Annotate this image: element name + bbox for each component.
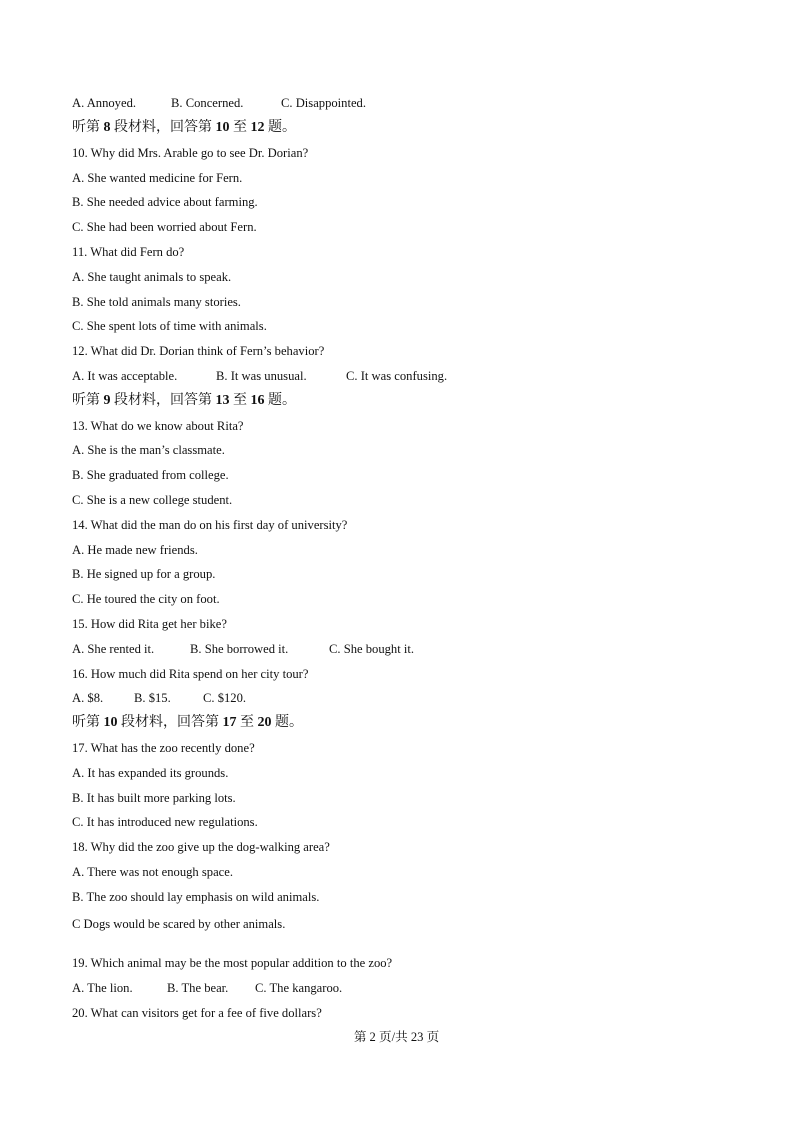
heading-number: 16: [247, 393, 268, 408]
text-line: A. There was not enough space.: [72, 865, 233, 879]
text-line: 14. What did the man do on his first day of university?: [72, 518, 348, 532]
text-line: B. The zoo should lay emphasis on wild animals.: [72, 890, 320, 904]
answer-option: C. It was confusing.: [346, 369, 448, 383]
page-footer: 第 2 页/共 23 页: [353, 1030, 440, 1044]
answer-option: B. $15.: [134, 691, 171, 705]
heading-text: 段材料，回答第: [114, 120, 212, 135]
text-line: A. She taught animals to speak.: [72, 270, 232, 284]
answer-option: A. $8.: [72, 691, 104, 705]
text-line: 11. What did Fern do?: [72, 245, 185, 259]
text-line: B. She graduated from college.: [72, 468, 229, 482]
text-line: B. She told animals many stories.: [72, 295, 241, 309]
answer-option: A. She rented it.: [72, 642, 155, 656]
text-line: 13. What do we know about Rita?: [72, 419, 244, 433]
heading-text: 段材料，回答第: [121, 715, 219, 730]
text-line: C Dogs would be scared by other animals.: [72, 917, 286, 931]
answer-option: C. $120.: [203, 691, 247, 705]
answer-option: C. Disappointed.: [281, 96, 367, 110]
text-line: 15. How did Rita get her bike?: [72, 617, 227, 631]
answer-option: B. She borrowed it.: [190, 642, 289, 656]
answer-option: A. It was acceptable.: [72, 369, 178, 383]
section-heading: [72, 120, 296, 136]
text-line: C. She is a new college student.: [72, 493, 233, 507]
text-line: 18. Why did the zoo give up the dog-walking area?: [72, 840, 330, 854]
answer-option: A. Annoyed.: [72, 96, 137, 110]
heading-text: 至: [240, 715, 254, 730]
text-line: B. It has built more parking lots.: [72, 791, 236, 805]
heading-number: 20: [254, 715, 275, 730]
heading-text: 至: [233, 120, 247, 135]
heading-text: 至: [233, 393, 247, 408]
heading-text: 题。: [275, 715, 303, 730]
heading-text: 题。: [268, 120, 296, 135]
heading-number: 12: [247, 120, 268, 135]
answer-option: B. The bear.: [167, 981, 229, 995]
heading-number: 9: [100, 393, 114, 408]
text-line: A. He made new friends.: [72, 543, 198, 557]
text-line: 20. What can visitors get for a fee of five dollars?: [72, 1006, 322, 1020]
text-line: C. He toured the city on foot.: [72, 592, 220, 606]
text-line: 10. Why did Mrs. Arable go to see Dr. Dorian?: [72, 146, 309, 160]
heading-text: 听第: [72, 715, 100, 730]
text-line: A. She is the man’s classmate.: [72, 443, 225, 457]
text-line: A. It has expanded its grounds.: [72, 766, 229, 780]
section-heading: [72, 715, 303, 731]
text-line: B. She needed advice about farming.: [72, 195, 258, 209]
text-line: 12. What did Dr. Dorian think of Fern’s behavior?: [72, 344, 325, 358]
text-line: 17. What has the zoo recently done?: [72, 741, 255, 755]
heading-text: 听第: [72, 393, 100, 408]
answer-option: A. The lion.: [72, 981, 133, 995]
text-line: C. She had been worried about Fern.: [72, 220, 257, 234]
answer-option: B. Concerned.: [171, 96, 244, 110]
heading-number: 10: [212, 120, 233, 135]
section-heading: [72, 393, 296, 409]
text-line: C. She spent lots of time with animals.: [72, 319, 267, 333]
text-line: B. He signed up for a group.: [72, 567, 216, 581]
heading-number: 17: [219, 715, 240, 730]
answer-option: C. The kangaroo.: [255, 981, 343, 995]
text-line: A. She wanted medicine for Fern.: [72, 171, 243, 185]
text-line: 16. How much did Rita spend on her city tour?: [72, 667, 309, 681]
answer-option: B. It was unusual.: [216, 369, 307, 383]
heading-number: 10: [100, 715, 121, 730]
heading-text: 题。: [268, 393, 296, 408]
text-line: C. It has introduced new regulations.: [72, 815, 258, 829]
text-line: 19. Which animal may be the most popular addition to the zoo?: [72, 956, 393, 970]
heading-number: 8: [100, 120, 114, 135]
answer-option: C. She bought it.: [329, 642, 415, 656]
heading-text: 段材料，回答第: [114, 393, 212, 408]
heading-number: 13: [212, 393, 233, 408]
heading-text: 听第: [72, 120, 100, 135]
